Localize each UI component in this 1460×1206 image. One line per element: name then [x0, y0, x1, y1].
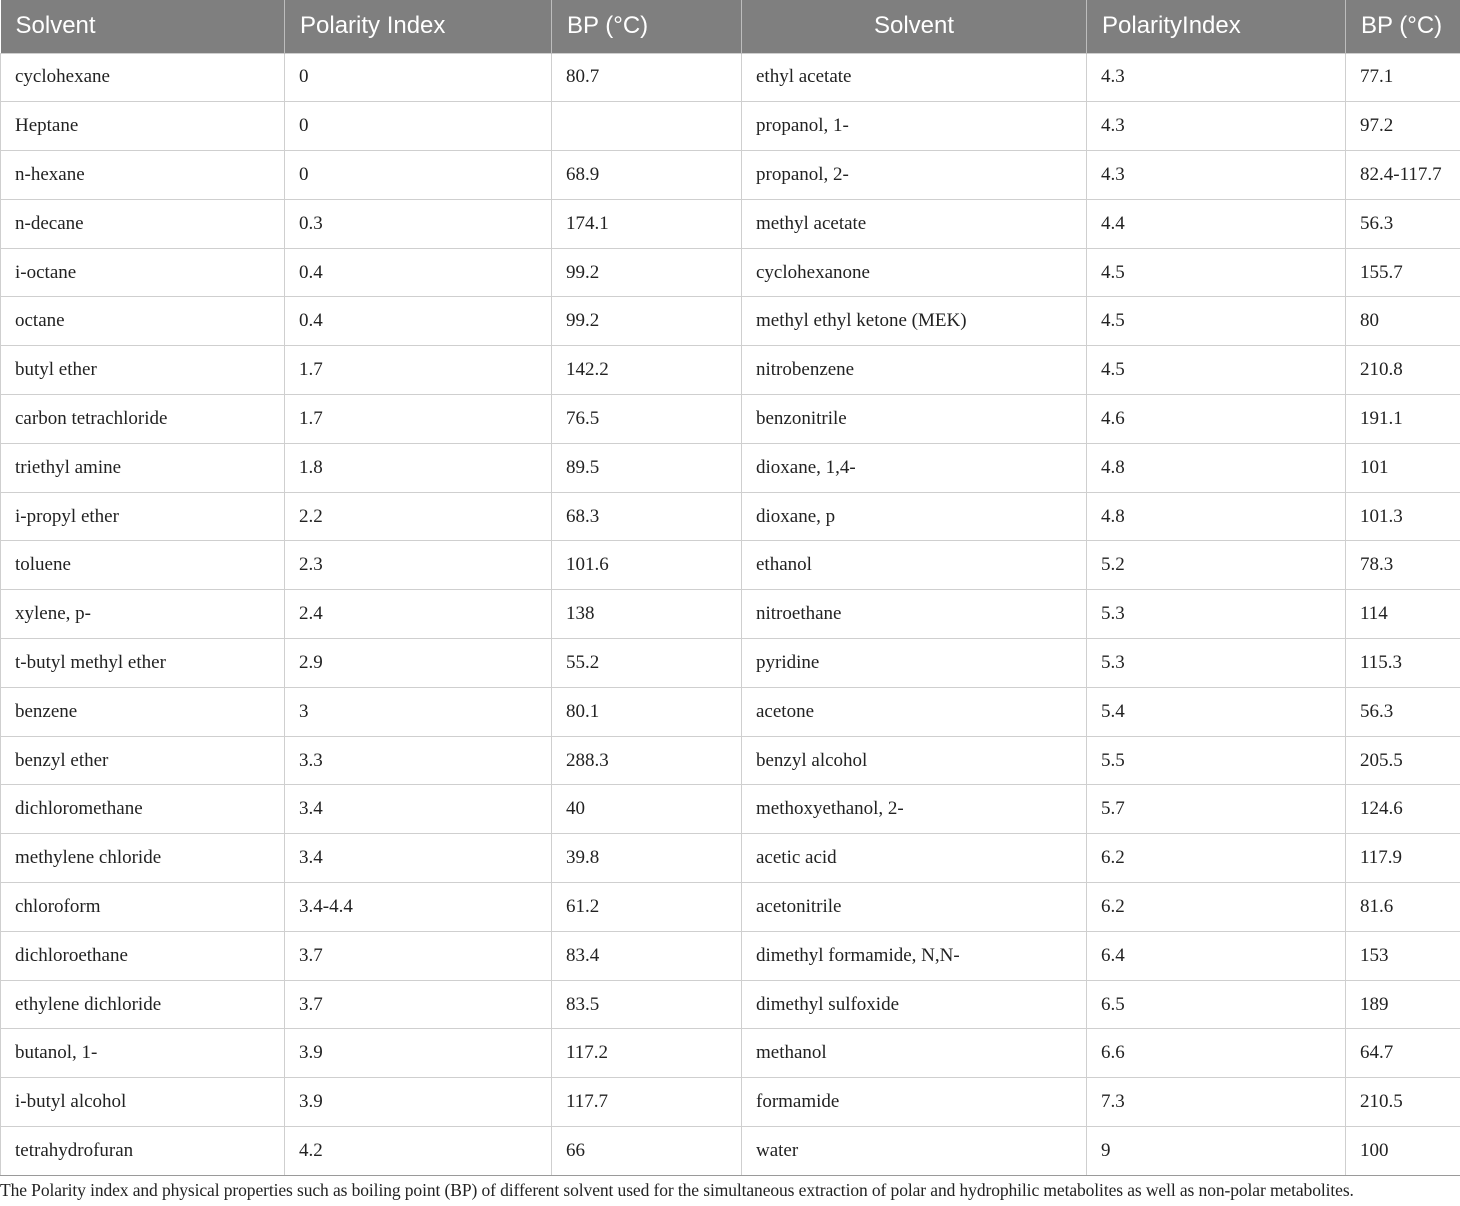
cell-bp-2: 115.3 — [1346, 639, 1460, 688]
cell-polarity-index: 2.2 — [285, 492, 552, 541]
table-row — [1, 53, 1460, 102]
cell-solvent-2: methyl acetate — [742, 199, 1087, 248]
table-row — [1, 492, 1460, 541]
cell-solvent-2: pyridine — [742, 639, 1087, 688]
cell-polarity-index-2: 9 — [1087, 1127, 1346, 1176]
cell-solvent-2: nitroethane — [742, 590, 1087, 639]
cell-polarity-index: 1.7 — [285, 346, 552, 395]
cell-bp-2: 80 — [1346, 297, 1460, 346]
cell-polarity-index-2: 6.2 — [1087, 834, 1346, 883]
cell-polarity-index: 3.9 — [285, 1078, 552, 1127]
header-row — [1, 0, 1460, 53]
header-polarity-index-2: PolarityIndex — [1087, 0, 1346, 53]
cell-solvent: methylene chloride — [1, 834, 285, 883]
cell-solvent: butyl ether — [1, 346, 285, 395]
cell-bp: 117.7 — [552, 1078, 742, 1127]
cell-solvent-2: benzyl alcohol — [742, 736, 1087, 785]
cell-polarity-index-2: 4.5 — [1087, 297, 1346, 346]
cell-polarity-index-2: 4.3 — [1087, 151, 1346, 200]
table-body — [1, 53, 1460, 1175]
cell-solvent-2: dimethyl sulfoxide — [742, 980, 1087, 1029]
cell-polarity-index-2: 6.6 — [1087, 1029, 1346, 1078]
cell-solvent-2: formamide — [742, 1078, 1087, 1127]
cell-bp-2: 56.3 — [1346, 687, 1460, 736]
cell-solvent-2: acetone — [742, 687, 1087, 736]
cell-bp-2: 97.2 — [1346, 102, 1460, 151]
cell-bp-2: 101 — [1346, 443, 1460, 492]
cell-solvent: dichloromethane — [1, 785, 285, 834]
cell-polarity-index: 0 — [285, 53, 552, 102]
cell-polarity-index-2: 5.7 — [1087, 785, 1346, 834]
cell-bp: 101.6 — [552, 541, 742, 590]
cell-polarity-index-2: 6.5 — [1087, 980, 1346, 1029]
cell-solvent: i-butyl alcohol — [1, 1078, 285, 1127]
table-row — [1, 785, 1460, 834]
table-row — [1, 980, 1460, 1029]
cell-bp: 99.2 — [552, 248, 742, 297]
table-row — [1, 1127, 1460, 1176]
table-row — [1, 687, 1460, 736]
cell-polarity-index: 0.4 — [285, 297, 552, 346]
table-row — [1, 443, 1460, 492]
cell-solvent: n-decane — [1, 199, 285, 248]
cell-bp-2: 78.3 — [1346, 541, 1460, 590]
header-solvent: Solvent — [1, 0, 285, 53]
cell-polarity-index-2: 5.4 — [1087, 687, 1346, 736]
cell-bp-2: 210.5 — [1346, 1078, 1460, 1127]
cell-bp: 83.5 — [552, 980, 742, 1029]
cell-polarity-index: 2.4 — [285, 590, 552, 639]
table-row — [1, 297, 1460, 346]
cell-bp: 39.8 — [552, 834, 742, 883]
cell-polarity-index-2: 7.3 — [1087, 1078, 1346, 1127]
cell-bp-2: 191.1 — [1346, 395, 1460, 444]
table-caption: The Polarity index and physical properties such as boiling point (BP) of different solvent used for the simultaneous extraction of polar and hydrophilic metabolites as well as non-polar metabolites. — [0, 1180, 1354, 1200]
cell-polarity-index: 3.7 — [285, 980, 552, 1029]
cell-polarity-index: 1.7 — [285, 395, 552, 444]
cell-polarity-index-2: 4.5 — [1087, 346, 1346, 395]
cell-solvent: octane — [1, 297, 285, 346]
cell-polarity-index: 1.8 — [285, 443, 552, 492]
cell-bp: 142.2 — [552, 346, 742, 395]
cell-polarity-index-2: 5.3 — [1087, 590, 1346, 639]
cell-bp-2: 56.3 — [1346, 199, 1460, 248]
cell-bp: 83.4 — [552, 931, 742, 980]
cell-solvent-2: ethanol — [742, 541, 1087, 590]
cell-bp: 138 — [552, 590, 742, 639]
cell-solvent: benzene — [1, 687, 285, 736]
cell-polarity-index: 3.3 — [285, 736, 552, 785]
cell-bp-2: 117.9 — [1346, 834, 1460, 883]
table-row — [1, 883, 1460, 932]
cell-solvent: toluene — [1, 541, 285, 590]
cell-bp: 99.2 — [552, 297, 742, 346]
cell-bp: 68.9 — [552, 151, 742, 200]
cell-bp: 117.2 — [552, 1029, 742, 1078]
cell-solvent-2: methyl ethyl ketone (MEK) — [742, 297, 1087, 346]
cell-solvent-2: propanol, 1- — [742, 102, 1087, 151]
cell-bp-2: 114 — [1346, 590, 1460, 639]
table-row — [1, 736, 1460, 785]
table-row — [1, 541, 1460, 590]
cell-polarity-index: 3.9 — [285, 1029, 552, 1078]
cell-bp-2: 205.5 — [1346, 736, 1460, 785]
cell-polarity-index-2: 4.8 — [1087, 492, 1346, 541]
cell-polarity-index: 0.4 — [285, 248, 552, 297]
cell-solvent-2: ethyl acetate — [742, 53, 1087, 102]
header-bp-2: BP (°C) — [1361, 12, 1443, 40]
cell-bp — [552, 102, 742, 151]
cell-polarity-index-2: 4.3 — [1087, 102, 1346, 151]
cell-polarity-index: 3 — [285, 687, 552, 736]
cell-bp: 174.1 — [552, 199, 742, 248]
cell-solvent: triethyl amine — [1, 443, 285, 492]
cell-polarity-index: 3.4-4.4 — [285, 883, 552, 932]
cell-polarity-index: 2.3 — [285, 541, 552, 590]
cell-solvent-2: benzonitrile — [742, 395, 1087, 444]
cell-solvent-2: methoxyethanol, 2- — [742, 785, 1087, 834]
cell-bp: 288.3 — [552, 736, 742, 785]
cell-bp: 66 — [552, 1127, 742, 1176]
cell-bp-2: 189 — [1346, 980, 1460, 1029]
cell-bp-2: 77.1 — [1346, 53, 1460, 102]
cell-polarity-index: 0 — [285, 102, 552, 151]
cell-solvent-2: dioxane, p — [742, 492, 1087, 541]
cell-bp-2: 100 — [1346, 1127, 1460, 1176]
cell-solvent-2: acetic acid — [742, 834, 1087, 883]
table-row — [1, 590, 1460, 639]
cell-solvent: i-propyl ether — [1, 492, 285, 541]
cell-solvent: i-octane — [1, 248, 285, 297]
cell-solvent: ethylene dichloride — [1, 980, 285, 1029]
cell-solvent-2: nitrobenzene — [742, 346, 1087, 395]
cell-polarity-index-2: 4.4 — [1087, 199, 1346, 248]
cell-solvent-2: methanol — [742, 1029, 1087, 1078]
cell-bp: 61.2 — [552, 883, 742, 932]
cell-polarity-index-2: 4.5 — [1087, 248, 1346, 297]
cell-bp-2: 210.8 — [1346, 346, 1460, 395]
cell-bp: 89.5 — [552, 443, 742, 492]
cell-polarity-index-2: 5.5 — [1087, 736, 1346, 785]
table-row — [1, 1078, 1460, 1127]
cell-solvent-2: cyclohexanone — [742, 248, 1087, 297]
cell-polarity-index-2: 6.4 — [1087, 931, 1346, 980]
cell-bp: 68.3 — [552, 492, 742, 541]
cell-solvent: benzyl ether — [1, 736, 285, 785]
table-row — [1, 346, 1460, 395]
cell-solvent: tetrahydrofuran — [1, 1127, 285, 1176]
header-solvent-2: Solvent — [742, 0, 1087, 53]
cell-polarity-index-2: 5.2 — [1087, 541, 1346, 590]
cell-bp: 76.5 — [552, 395, 742, 444]
cell-bp-2: 153 — [1346, 931, 1460, 980]
cell-solvent-2: acetonitrile — [742, 883, 1087, 932]
cell-bp: 40 — [552, 785, 742, 834]
cell-bp-2: 101.3 — [1346, 492, 1460, 541]
cell-bp-2: 82.4-117.7 — [1346, 151, 1460, 200]
cell-polarity-index: 2.9 — [285, 639, 552, 688]
cell-polarity-index-2: 4.8 — [1087, 443, 1346, 492]
table-row — [1, 931, 1460, 980]
cell-solvent: butanol, 1- — [1, 1029, 285, 1078]
table-row — [1, 639, 1460, 688]
table-row — [1, 248, 1460, 297]
table-row — [1, 1029, 1460, 1078]
table-row — [1, 102, 1460, 151]
cell-solvent: carbon tetrachloride — [1, 395, 285, 444]
cell-solvent-2: dimethyl formamide, N,N- — [742, 931, 1087, 980]
cell-bp-2: 81.6 — [1346, 883, 1460, 932]
cell-solvent-2: dioxane, 1,4- — [742, 443, 1087, 492]
cell-solvent: Heptane — [1, 102, 285, 151]
cell-solvent: t-butyl methyl ether — [1, 639, 285, 688]
cell-polarity-index-2: 4.3 — [1087, 53, 1346, 102]
table-row — [1, 834, 1460, 883]
cell-polarity-index-2: 4.6 — [1087, 395, 1346, 444]
cell-bp-2: 155.7 — [1346, 248, 1460, 297]
table-row — [1, 151, 1460, 200]
cell-bp: 55.2 — [552, 639, 742, 688]
cell-bp: 80.1 — [552, 687, 742, 736]
cell-bp-2: 124.6 — [1346, 785, 1460, 834]
cell-solvent-2: propanol, 2- — [742, 151, 1087, 200]
cell-solvent: cyclohexane — [1, 53, 285, 102]
table-row — [1, 199, 1460, 248]
cell-solvent: dichloroethane — [1, 931, 285, 980]
cell-polarity-index-2: 5.3 — [1087, 639, 1346, 688]
cell-solvent: n-hexane — [1, 151, 285, 200]
cell-polarity-index: 3.7 — [285, 931, 552, 980]
table-row — [1, 395, 1460, 444]
cell-solvent: xylene, p- — [1, 590, 285, 639]
cell-solvent-2: water — [742, 1127, 1087, 1176]
header-bp: BP (°C) — [552, 0, 742, 53]
cell-polarity-index: 4.2 — [285, 1127, 552, 1176]
cell-polarity-index-2: 6.2 — [1087, 883, 1346, 932]
table-header — [1, 0, 1460, 53]
header-polarity-index: Polarity Index — [285, 0, 552, 53]
cell-polarity-index: 0.3 — [285, 199, 552, 248]
cell-bp-2: 64.7 — [1346, 1029, 1460, 1078]
cell-solvent: chloroform — [1, 883, 285, 932]
cell-polarity-index: 0 — [285, 151, 552, 200]
cell-polarity-index: 3.4 — [285, 785, 552, 834]
cell-bp: 80.7 — [552, 53, 742, 102]
cell-polarity-index: 3.4 — [285, 834, 552, 883]
